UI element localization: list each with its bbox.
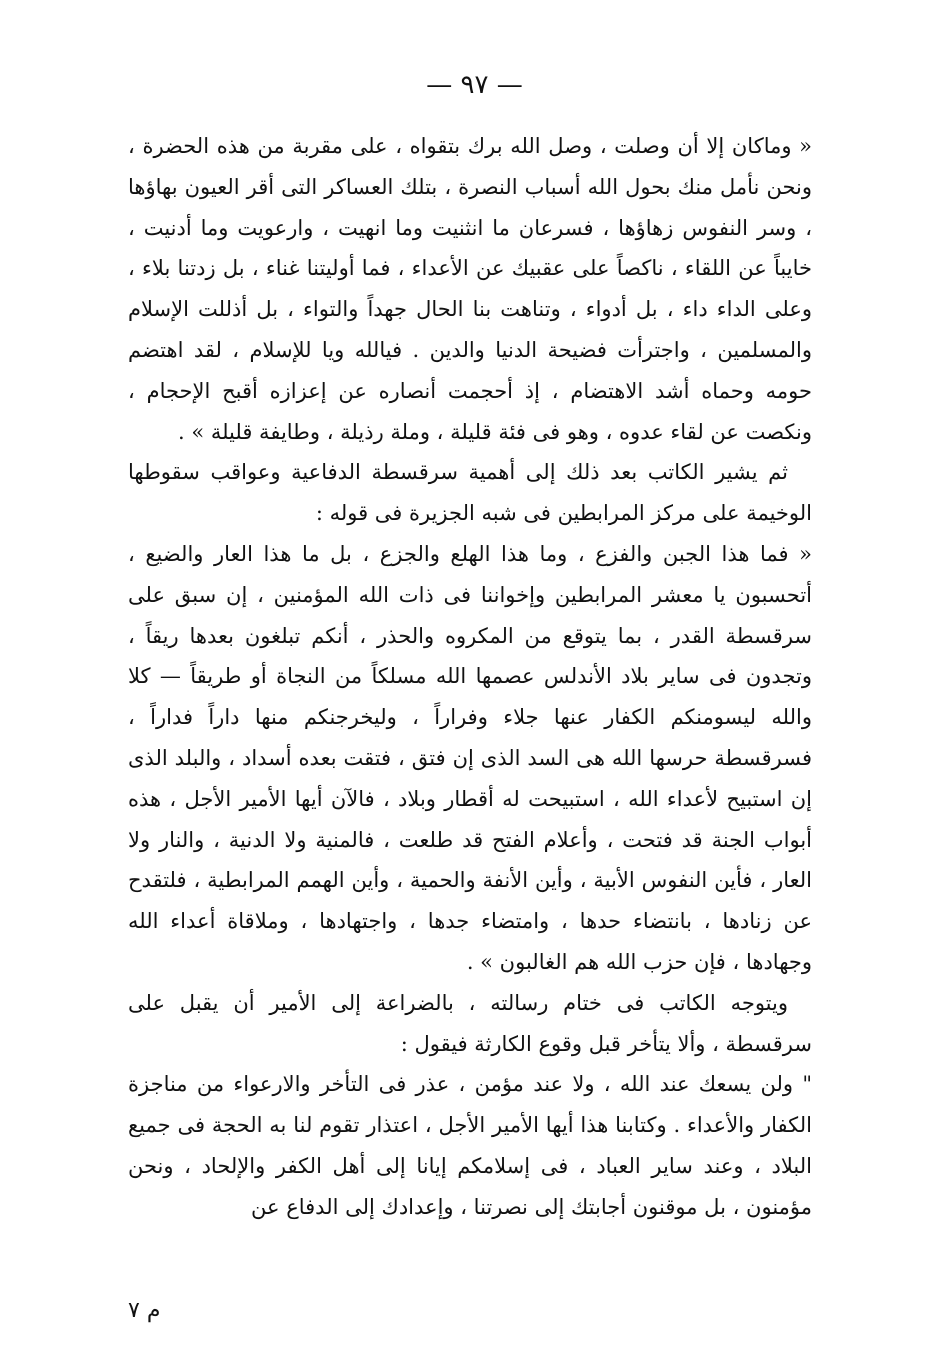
paragraph-quote-1: « وماكان إلا أن وصلت ، وصل الله برك بتقواه ، على مقربة من هذه الحضرة ، ونحن نأمل منك بحول الله أسباب النصرة ، بتلك العساكر التى أقر العيون بهاؤها ، وسر النفوس زهاؤها ، فسرعان ما انثنيت وما انهيت ، وارعويت وما أدنيت ، خايباً عن اللقاء ، ناكصاً على عقبيك عن الأعداء ، فما أوليتنا غناء ، بل زدتنا بلاء ، وعلى الداء داء ، بل أدواء ، وتناهت بنا الحال جهداً والتواء ، بل أذللت الإسلام والمسلمين ، واجترأت فضيحة الدنيا والدين . فيالله ويا للإسلام ، لقد اهتضم حومه وحماه أشد الاهتضام ، إذ أحجمت أنصاره عن إعزازه أقبح الإحجام ، ونكصت عن لقاء عدوه ، وهو فى فئة قليلة ، وملة رذيلة ، وطايفة قليلة » .	[128, 134, 812, 444]
paragraph-quote-2: « فما هذا الجبن والفزع ، وما هذا الهلع والجزع ، بل ما هذا العار والضيع ، أتحسبون يا معشر المرابطين وإخواننا فى ذات الله المؤمنين ، إن سبق على سرقسطة القدر ، بما يتوقع من المكروه والحذر ، أنكم تبلغون بعدها ريقاً ، وتجدون فى ساير بلاد الأندلس عصمها الله مسلكاً من النجاة أو طريقاً — كلا والله ليسومنكم الكفار عنها جلاء وفراراً ، وليخرجنكم منها داراً فداراً ، فسرقسطة حرسها الله هى السد الذى إن فتق ، فتقت بعده أسداد ، والبلد الذى إن استبيح لأعداء الله ، استبيحت له أقطار وبلاد ، فالآن أيها الأمير الأجل ، هذه أبواب الجنة قد فتحت ، وأعلام الفتح قد طلعت ، فالمنية ولا الدنية ، والنار ولا العار ، فأين النفوس الأبية ، وأين الأنفة والحمية ، وأين الهمم المرابطية ، فلتقدح عن زنادها ، بانتضاء حدها ، وامتضاء جدها ، واجتهادها ، وملاقاة أعداء الله وجهادها ، فإن حزب الله هم الغالبون » .	[128, 541, 812, 974]
signature-mark: م ٧	[128, 1298, 161, 1323]
paragraph-quote-3: " ولن يسعك عند الله ، ولا عند مؤمن ، عذر فى التأخر والارعواء من مناجزة الكفار والأعداء . وكتابنا هذا أيها الأمير الأجل ، اعتذار تقوم لنا به الحجة فى جميع البلاد ، وعند ساير العباد ، فى إسلامكم إيانا إلى أهل الكفر والإلحاد ، ونحن مؤمنون ، بل موقنون أجابتك إلى نصرتنا ، وإعدادك إلى الدفاع عن	[128, 1072, 812, 1219]
page-body	[128, 126, 812, 1228]
paragraph-narrative-1: ثم يشير الكاتب بعد ذلك إلى أهمية سرقسطة الدفاعية وعواقب سقوطها الوخيمة على مركز المرابطين فى شبه الجزيرة فى قوله :	[128, 460, 812, 526]
page-number: — ٩٧ —	[426, 70, 523, 100]
paragraph-narrative-2: ويتوجه الكاتب فى ختام رسالته ، بالضراعة إلى الأمير أن يقبل على سرقسطة ، وألا يتأخر قبل وقوع الكارثة فيقول :	[128, 990, 812, 1056]
